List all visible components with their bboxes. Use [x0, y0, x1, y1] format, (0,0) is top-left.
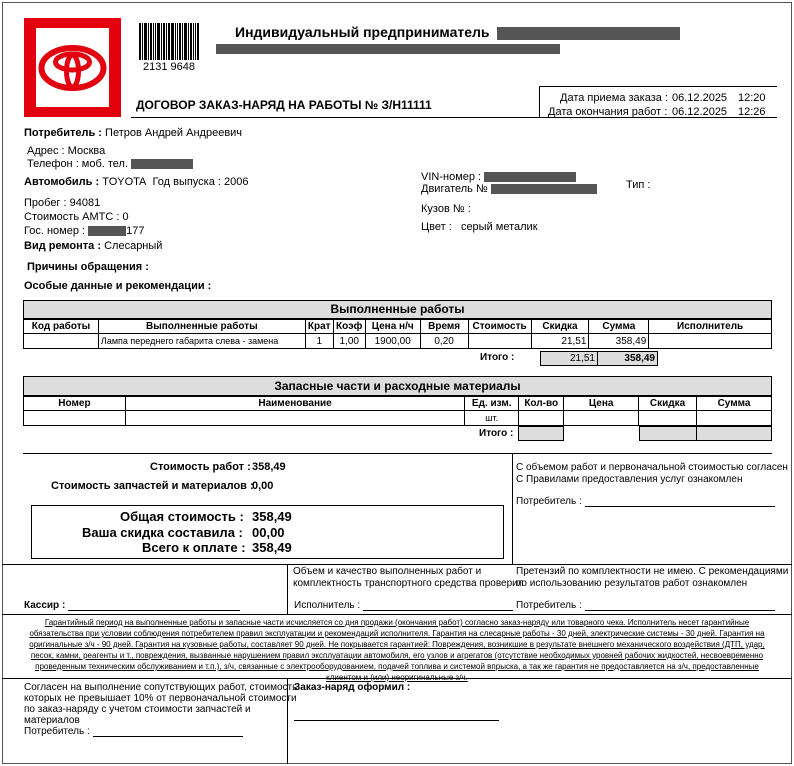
claims-signature-line: [585, 610, 775, 611]
reasons-label: Причины обращения :: [27, 261, 149, 273]
pay-value: 358,49: [252, 540, 292, 555]
parts-col-sum: Сумма: [697, 397, 772, 411]
parts-cost-label: Стоимость запчастей и материалов :: [51, 480, 254, 492]
contract-title: ДОГОВОР ЗАКАЗ-НАРЯД НА РАБОТЫ № З/Н11111: [136, 98, 432, 112]
parts-col-number: Номер: [24, 397, 126, 411]
works-col-time: Время: [420, 320, 468, 334]
consumer-row: Потребитель : Петров Андрей Андреевич: [24, 127, 243, 139]
parts-col-unit: Ед. изм.: [465, 397, 519, 411]
vin-row: VIN-номер :: [421, 171, 576, 183]
parts-table: [23, 396, 772, 426]
works-col-executor: Исполнитель: [649, 320, 772, 334]
finished-time: 12:26: [738, 106, 766, 118]
quality-line1: Объем и качество выполненных работ и: [293, 566, 482, 577]
cashier-signature-line: [68, 610, 240, 611]
received-time: 12:20: [738, 92, 766, 104]
amts-row: Стоимость АМТС : 0: [24, 211, 129, 223]
consent-text: Согласен на выполнение сопутствующих работ, стоимость которых не превышает 10% от первоначальной стоимости по заказ-наряду с учетом стоимости запчастей и материалов: [24, 682, 298, 726]
quality-line2: комплектность транспортного средства проверил: [293, 578, 524, 589]
consent-signature: Потребитель :: [24, 726, 243, 737]
toyota-emblem-icon: [36, 28, 109, 107]
warranty-line: проведенным техническим обслуживанием и т.п.), з/ч, связанные с электрооборудованием, подачей топлива и системой впрыска, а так же гарантия не предоставляется на з/ч, предоставленные: [35, 662, 759, 671]
parts-total-label: Итого :: [479, 428, 514, 439]
warranty-text: [0, 617, 794, 683]
plate-row: Гос. номер : 177: [24, 225, 145, 237]
grand-value: 358,49: [252, 509, 292, 524]
works-total-discount: 21,51: [540, 351, 598, 366]
cashier-signature: Кассир :: [24, 600, 240, 611]
issued-signature-line: [294, 720, 499, 721]
work-name: Лампа переднего габарита слева - замена: [98, 334, 305, 349]
works-col-krat: Крат: [305, 320, 333, 334]
claims-signature: Потребитель :: [516, 600, 775, 611]
work-cost-value: 358,49: [252, 461, 286, 473]
claims-line1: Претензий по комплектности не имею. С рекомендациями: [516, 566, 789, 577]
barcode-number: 2131 9648: [143, 61, 195, 73]
works-col-cost: Стоимость: [468, 320, 531, 334]
warranty-line: оригинальные з/ч - 90 дней. Гарантия на кузовные работы, составляет 90 дней. Не покрывается гарантией: Повреждения, возникшие в результате внешнего механического воздействия (ДТП, удар,: [29, 640, 765, 649]
agreement-signature: Потребитель :: [516, 496, 775, 507]
works-table: [23, 319, 772, 349]
works-col-code: Код работы: [24, 320, 99, 334]
works-total-label: Итого :: [480, 352, 515, 363]
works-header-row: [24, 320, 772, 334]
parts-col-qty: Кол-во: [519, 397, 564, 411]
consent-signature-line: [93, 736, 243, 737]
issued-label: Заказ-наряд оформил :: [294, 682, 411, 693]
warranty-line: Гарантийный период на выполненные работы и запасные части исчисляется со дня продажи (окончания работ) согласно заказ-наряду или товарного чека. Исполнитель несет гарантийные: [44, 618, 750, 627]
address-row: Адрес : Москва: [27, 145, 106, 157]
parts-cost-value: 0,00: [252, 480, 274, 492]
parts-col-price: Цена: [564, 397, 639, 411]
consumer-name: Петров Андрей Андреевич: [105, 127, 243, 139]
grand-label: Общая стоимость :: [120, 509, 244, 524]
received-date-label: Дата приема заказа :: [560, 92, 668, 104]
parts-col-discount: Скидка: [639, 397, 697, 411]
works-col-koef: Коэф: [333, 320, 365, 334]
repair-row: Вид ремонта : Слесарный: [24, 240, 163, 252]
parts-caption: Запасные части и расходные материалы: [23, 376, 772, 396]
parts-header-row: [24, 397, 772, 411]
table-row: шт.: [24, 411, 772, 426]
toyota-logo: [24, 18, 121, 117]
works-col-sum: Сумма: [589, 320, 649, 334]
mileage-row: Пробег : 94081: [24, 197, 101, 209]
color-row: Цвет : серый металик: [421, 221, 538, 233]
executor-signature: Исполнитель :: [294, 600, 513, 611]
works-col-price: Цена н/ч: [365, 320, 420, 334]
received-date: 06.12.2025: [672, 92, 728, 104]
warranty-line: песок, камни, реагенты и т., повреждения, вызванные нарушением правил эксплуатации автомобиля, его узлов и агрегатов (отсутствие необходимых уровней рабочих жидкостей, несвоевременно: [30, 651, 764, 660]
entrepreneur-address-redacted: [216, 44, 560, 55]
pay-label: Всего к оплате :: [142, 540, 246, 555]
barcode: [139, 23, 204, 60]
car-row: Автомобиль : TOYOTA Год выпуска : 2006: [24, 176, 249, 188]
agreement-line2: С Правилами предоставления услуг ознакомлен: [516, 474, 743, 485]
works-total-sum: 358,49: [597, 351, 658, 366]
entrepreneur-label: Индивидуальный предприниматель: [235, 24, 680, 40]
agreement-line1: С объемом работ и первоначальной стоимостью согласен: [516, 462, 788, 473]
warranty-line: обязательства при условии соблюдения потребителем правил эксплуатации и рекомендаций исполнителя. Гарантия на слесарные работы - 30 дней, электрические системы - 30 дней. Гарантия на: [29, 629, 765, 638]
work-cost-label: Стоимость работ :: [150, 461, 251, 473]
agreement-signature-line: [585, 506, 775, 507]
phone-row: Телефон : моб. тел.: [27, 158, 193, 170]
executor-signature-line: [363, 610, 513, 611]
notes-label: Особые данные и рекомендации :: [24, 280, 212, 292]
finished-date-label: Дата окончания работ :: [548, 106, 668, 118]
engine-row: Двигатель №: [421, 183, 597, 195]
type-label: Тип :: [626, 179, 651, 191]
parts-col-name: Наименование: [125, 397, 464, 411]
works-caption: Выполненные работы: [23, 300, 772, 319]
claims-line2: по использованию результатов работ ознакомлен: [516, 578, 748, 589]
finished-date: 06.12.2025: [672, 106, 728, 118]
works-col-discount: Скидка: [531, 320, 589, 334]
discount-label: Ваша скидка составила :: [82, 525, 243, 540]
body-label: Кузов № :: [421, 203, 471, 215]
discount-value: 00,00: [252, 525, 285, 540]
works-col-name: Выполненные работы: [98, 320, 305, 334]
warranty-line: клиентом и (или) неоригинальные з/ч.: [326, 673, 468, 682]
table-row: Лампа переднего габарита слева - замена 1 1,00 1900,00 0,20 21,51 358,49: [24, 334, 772, 349]
entrepreneur-name-redacted: [497, 27, 680, 40]
